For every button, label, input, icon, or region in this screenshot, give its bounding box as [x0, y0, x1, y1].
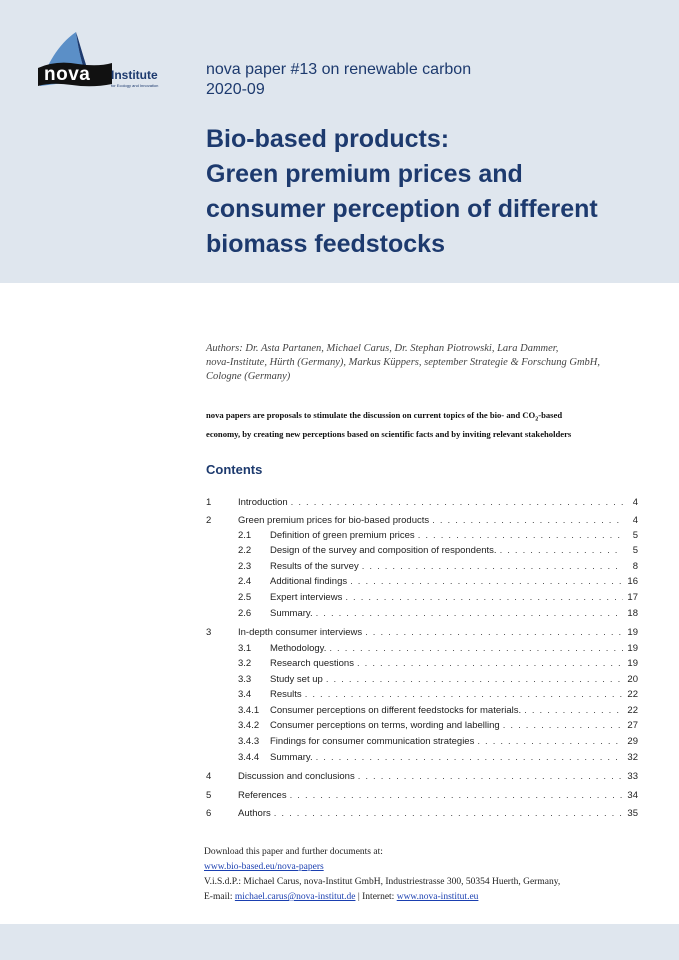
toc-title: Summary. [270, 752, 313, 763]
toc-number: 3.3 [238, 674, 252, 685]
toc-leader-dots [357, 658, 623, 669]
download-info [204, 845, 644, 905]
toc-leader-dots [362, 561, 623, 572]
nova-institute-logo [36, 30, 176, 92]
contact-line [204, 890, 644, 905]
toc-entry[interactable] [206, 674, 638, 688]
toc-number: 3 [206, 627, 212, 638]
toc-title: Results of the survey [270, 561, 359, 572]
toc-page-number: 5 [632, 530, 638, 541]
toc-leader-dots [316, 608, 623, 619]
series-date: 2020-09 [206, 81, 265, 98]
toc-number: 6 [206, 808, 212, 819]
toc-number: 3.1 [238, 643, 252, 654]
toc-leader-dots [432, 515, 623, 526]
title-line: consumer perception of different [206, 195, 598, 223]
toc-page-number: 4 [632, 515, 638, 526]
toc-leader-dots [503, 720, 623, 731]
toc-page-number: 32 [627, 752, 638, 763]
internet-link[interactable]: www.nova-institut.eu [396, 892, 479, 902]
contents-heading: Contents [206, 462, 263, 477]
toc-leader-dots [290, 790, 623, 801]
toc-page-number: 19 [627, 627, 638, 638]
authors-line: Cologne (Germany) [206, 371, 291, 382]
series-label: nova paper #13 on renewable carbon [206, 61, 472, 78]
toc-leader-dots [418, 530, 623, 541]
title-line: biomass feedstocks [206, 230, 445, 258]
authors-block [206, 342, 646, 384]
toc-leader-dots [345, 592, 623, 603]
toc-page-number: 18 [627, 608, 638, 619]
toc-title: Findings for consumer communication strategies [270, 736, 475, 747]
toc-page-number: 34 [627, 790, 638, 801]
toc-title: Research questions [270, 658, 354, 669]
email-label: E-mail: [204, 892, 235, 902]
title-line: Bio-based products: [206, 125, 450, 153]
email-link[interactable]: michael.carus@nova-institut.de [234, 892, 356, 902]
toc-leader-dots [316, 752, 623, 763]
toc-number: 2.5 [238, 592, 252, 603]
toc-leader-dots [500, 545, 623, 556]
toc-number: 3.4 [238, 689, 252, 700]
toc-leader-dots [477, 736, 623, 747]
toc-title: Authors [238, 808, 271, 819]
toc-entry[interactable] [206, 545, 638, 559]
authors-line: Authors: Dr. Asta Partanen, Michael Carus, Dr. Stephan Piotrowski, Lara Dammer, [206, 343, 559, 354]
statement-text: -based [538, 410, 563, 420]
toc-page-number: 5 [632, 545, 638, 556]
toc-entry[interactable] [206, 752, 638, 766]
toc-page-number: 27 [627, 720, 638, 731]
toc-number: 2.4 [238, 576, 252, 587]
toc-number: 4 [206, 771, 212, 782]
toc-number: 2.1 [238, 530, 252, 541]
toc-entry[interactable] [206, 643, 638, 657]
toc-entry[interactable] [206, 627, 638, 641]
toc-page-number: 8 [632, 561, 638, 572]
toc-page-number: 22 [627, 705, 638, 716]
statement-line [206, 408, 646, 427]
toc-number: 2.2 [238, 545, 252, 556]
toc-title: Green premium prices for bio-based products [238, 515, 430, 526]
toc-title: In-depth consumer interviews [238, 627, 363, 638]
toc-entry[interactable] [206, 576, 638, 590]
toc-leader-dots [358, 771, 623, 782]
toc-title: Study set up [270, 674, 323, 685]
toc-leader-dots [274, 808, 623, 819]
toc-title: Definition of green premium prices [270, 530, 415, 541]
imprint-line: V.i.S.d.P.: Michael Carus, nova-Institut GmbH, Industriestrasse 300, 50354 Huerth, Germany, [204, 877, 561, 887]
toc-entry[interactable] [206, 561, 638, 575]
toc-number: 5 [206, 790, 212, 801]
toc-title: Introduction [238, 497, 288, 508]
statement-line: economy, by creating new perceptions based on scientific facts and by inviting relevant stakeholders [206, 428, 572, 439]
toc-entry[interactable] [206, 530, 638, 544]
logo-brand: nova [44, 64, 91, 85]
toc-leader-dots [326, 674, 623, 685]
logo-tagline: for Ecology and Innovation [111, 83, 159, 88]
series-block [206, 60, 471, 100]
authors-line: nova-Institute, Hürth (Germany), Markus Küppers, september Strategie & Forschung GmbH, [206, 357, 600, 368]
toc-page-number: 19 [627, 643, 638, 654]
toc-leader-dots [365, 627, 623, 638]
toc-page-number: 17 [627, 592, 638, 603]
toc-number: 3.2 [238, 658, 252, 669]
toc-title: Discussion and conclusions [238, 771, 355, 782]
toc-leader-dots [524, 705, 623, 716]
statement-subscript: 2 [535, 416, 539, 423]
toc-entry[interactable] [206, 790, 638, 804]
internet-label: | Internet: [355, 892, 397, 902]
toc-title: Summary. [270, 608, 313, 619]
toc-number: 3.4.1 [238, 705, 260, 716]
toc-page-number: 22 [627, 689, 638, 700]
toc-title: References [238, 790, 287, 801]
toc-page-number: 4 [632, 497, 638, 508]
toc-entry[interactable] [206, 736, 638, 750]
toc-entry[interactable] [206, 689, 638, 703]
toc-page-number: 29 [627, 736, 638, 747]
nova-statement [206, 408, 646, 441]
toc-number: 3.4.3 [238, 736, 260, 747]
toc-number: 1 [206, 497, 212, 508]
toc-number: 3.4.4 [238, 752, 260, 763]
toc-title: Results [270, 689, 302, 700]
toc-entry[interactable] [206, 608, 638, 622]
toc-title: Consumer perceptions on different feedstocks for materials. [270, 705, 522, 716]
nova-papers-link[interactable]: www.bio-based.eu/nova-papers [204, 862, 324, 872]
toc-title: Design of the survey and composition of respondents. [270, 545, 497, 556]
toc-title: Additional findings [270, 576, 348, 587]
download-line: Download this paper and further documents at: [204, 847, 383, 857]
toc-leader-dots [350, 576, 623, 587]
toc-page-number: 20 [627, 674, 638, 685]
toc-number: 2.6 [238, 608, 252, 619]
title-line: Green premium prices and [206, 160, 523, 188]
toc-entry[interactable] [206, 720, 638, 734]
toc-title: Consumer perceptions on terms, wording and labelling [270, 720, 500, 731]
toc-entry[interactable] [206, 515, 638, 529]
toc-title: Methodology. [270, 643, 327, 654]
toc-page-number: 35 [627, 808, 638, 819]
toc-entry[interactable] [206, 592, 638, 606]
toc-entry[interactable] [206, 658, 638, 672]
footer-band [0, 924, 679, 960]
toc-page-number: 16 [627, 576, 638, 587]
logo-name: Institute [111, 68, 158, 82]
toc-entry[interactable] [206, 705, 638, 719]
toc-leader-dots [305, 689, 623, 700]
toc-page-number: 33 [627, 771, 638, 782]
toc-number: 2 [206, 515, 212, 526]
toc-page-number: 19 [627, 658, 638, 669]
toc-title: Expert interviews [270, 592, 343, 603]
toc-number: 3.4.2 [238, 720, 260, 731]
statement-text: nova papers are proposals to stimulate the discussion on current topics of the bio- and CO [206, 410, 536, 420]
toc-leader-dots [329, 643, 623, 654]
page-title [206, 122, 656, 262]
toc-entry[interactable] [206, 808, 638, 822]
toc-leader-dots [291, 497, 623, 508]
toc-entry[interactable] [206, 771, 638, 785]
toc-entry[interactable] [206, 497, 638, 511]
toc-number: 2.3 [238, 561, 252, 572]
